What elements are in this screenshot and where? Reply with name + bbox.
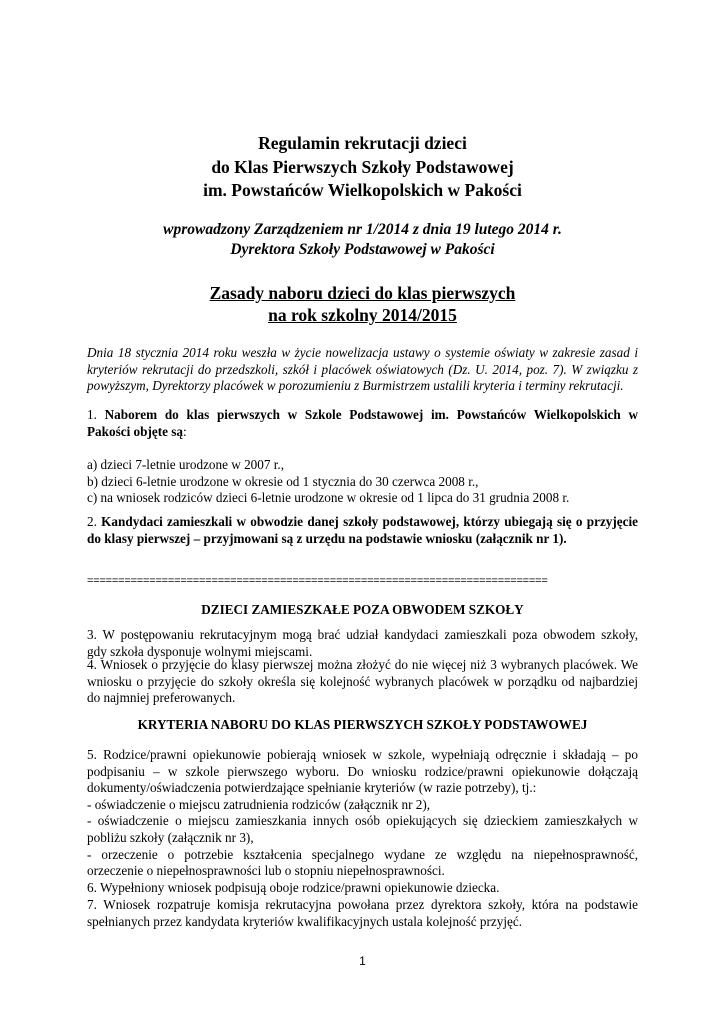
paragraph-7 xyxy=(87,897,638,930)
paragraph-5-line-4: - oświadczenie o miejscu zatrudnienia rodziców (załącznik nr 2), xyxy=(87,796,431,812)
title-line-1: Regulamin rekrutacji dzieci xyxy=(258,133,467,153)
intro-line-3: powyższym, Dyrektorzy placówek w porozumieniu z Burmistrzem ustalili kryteria i terminy rekrutacji. xyxy=(87,378,624,394)
regulation-reference-line-1: wprowadzony Zarządzeniem nr 1/2014 z dnia 19 lutego 2014 r. xyxy=(163,221,562,238)
paragraph-2-text: Kandydaci zamieszkali w obwodzie danej szkoły podstawowej, którzy ubiegają się o przyjęcie xyxy=(101,514,638,529)
paragraph-5-line-2: podpisaniu – w szkole pierwszego wyboru. Do wniosku rodzice/prawni opiekunowie dołączają xyxy=(87,763,638,779)
list-item: a) dzieci 7-letnie urodzone w 2007 r., xyxy=(87,457,285,472)
paragraph-2-number: 2. xyxy=(87,514,102,529)
separator-line: ========================================================================== xyxy=(87,575,548,587)
intro-line-1: Dnia 18 stycznia 2014 roku weszła w życie nowelizacja ustawy o systemie oświaty w zakresie zasad i xyxy=(87,345,638,360)
title-line-3: im. Powstańców Wielkopolskich w Pakości xyxy=(203,180,522,200)
paragraph-6-line-1: 6. Wypełniony wniosek podpisują oboje rodzice/prawni opiekunowie dziecka. xyxy=(87,880,500,895)
intro-paragraph xyxy=(87,345,638,395)
paragraph-4-line-2: wniosku o przyjęcie do szkoły określa się kolejność wybranych placówek w porządku od najbardziej xyxy=(87,673,638,689)
page-number: 1 xyxy=(359,954,366,968)
list-item: b) dzieci 6-letnie urodzone w okresie od 1 stycznia do 30 czerwca 2008 r., xyxy=(87,473,479,489)
paragraph-6 xyxy=(87,880,638,897)
paragraph-1 xyxy=(87,407,638,440)
section-title-outside-district: DZIECI ZAMIESZKAŁE POZA OBWODEM SZKOŁY xyxy=(201,602,524,617)
paragraph-2 xyxy=(87,514,638,547)
regulation-reference-line-2: Dyrektora Szkoły Podstawowej w Pakości xyxy=(230,241,495,258)
paragraph-1-text-2: Pakości objęte są xyxy=(87,423,183,439)
paragraph-1-line-2 xyxy=(87,424,638,441)
paragraph-3-line-2: gdy szkoła dysponuje wolnymi miejscami. xyxy=(87,643,313,659)
list-item: c) na wniosek rodziców dzieci 6-letnie urodzone w okresie od 1 lipca do 31 grudnia 2008 r. xyxy=(87,490,570,506)
paragraph-1-number: 1. xyxy=(87,407,105,422)
regulation-reference xyxy=(87,220,638,260)
section-title-criteria: KRYTERIA NABORU DO KLAS PIERWSZYCH SZKOŁY PODSTAWOWEJ xyxy=(137,717,588,732)
paragraph-4 xyxy=(87,657,638,707)
section-heading-line-2: na rok szkolny 2014/2015 xyxy=(268,305,457,325)
paragraph-5-line-3: dokumenty/oświadczenia potwierdzające spełnianie kryteriów (w razie potrzeby), tj.: xyxy=(87,780,537,796)
title-line-2: do Klas Pierwszych Szkoły Podstawowej xyxy=(211,156,514,177)
paragraph-1-text: Naborem do klas pierwszych w Szkole Podstawowej im. Powstańców Wielkopolskich w xyxy=(104,407,638,422)
paragraph-3 xyxy=(87,627,638,660)
paragraph-5-line-7: - orzeczenie o potrzebie kształcenia specjalnego wydane ze względu na niepełnosprawność, xyxy=(87,846,638,862)
paragraph-5-line-1: 5. Rodzice/prawni opiekunowie pobierają wniosek w szkole, wypełniają odręcznie i składają – po xyxy=(87,747,638,762)
paragraph-5 xyxy=(87,747,638,880)
paragraph-5-line-5: - oświadczenie o miejscu zamieszkania innych osób opiekujących się dzieckiem zamieszkałych w xyxy=(87,813,638,829)
paragraph-1-colon: : xyxy=(182,423,187,439)
document-title xyxy=(87,132,638,203)
paragraph-2-line-1 xyxy=(87,514,638,531)
paragraph-3-line-1: 3. W postępowaniu rekrutacyjnym mogą brać udział kandydaci zamieszkali poza obwodem szkoły, xyxy=(87,627,638,642)
paragraph-7-line-1: 7. Wniosek rozpatruje komisja rekrutacyjna powołana przez dyrektora szkoły, która na podstawie xyxy=(87,897,638,912)
paragraph-5-line-8: orzeczenie o niepełnosprawności lub o stopniu niepełnosprawności. xyxy=(87,863,445,879)
paragraph-7-line-2: spełnianych przez kandydata kryteriów kwalifikacyjnych ustala kolejność przyjęć. xyxy=(87,913,523,929)
paragraph-1-line-1 xyxy=(87,407,638,424)
eligibility-list xyxy=(87,457,638,507)
paragraph-5-line-6: pobliżu szkoły (załącznik nr 3), xyxy=(87,829,254,845)
paragraph-4-line-3: do najmniej preferowanych. xyxy=(87,690,236,706)
section-heading xyxy=(87,282,638,326)
paragraph-4-line-1: 4. Wniosek o przyjęcie do klasy pierwszej można złożyć do nie więcej niż 3 wybranych placówek. We xyxy=(87,657,638,672)
paragraph-2-line-2: do klasy pierwszej – przyjmowani są z urzędu na podstawie wniosku (załącznik nr 1). xyxy=(87,530,567,546)
intro-line-2: kryteriów rekrutacji do przedszkoli, szkół i placówek oświatowych (Dz. U. 2014, poz. 7). W związku z xyxy=(87,361,638,377)
section-heading-line-1: Zasady naboru dzieci do klas pierwszych xyxy=(209,283,516,303)
